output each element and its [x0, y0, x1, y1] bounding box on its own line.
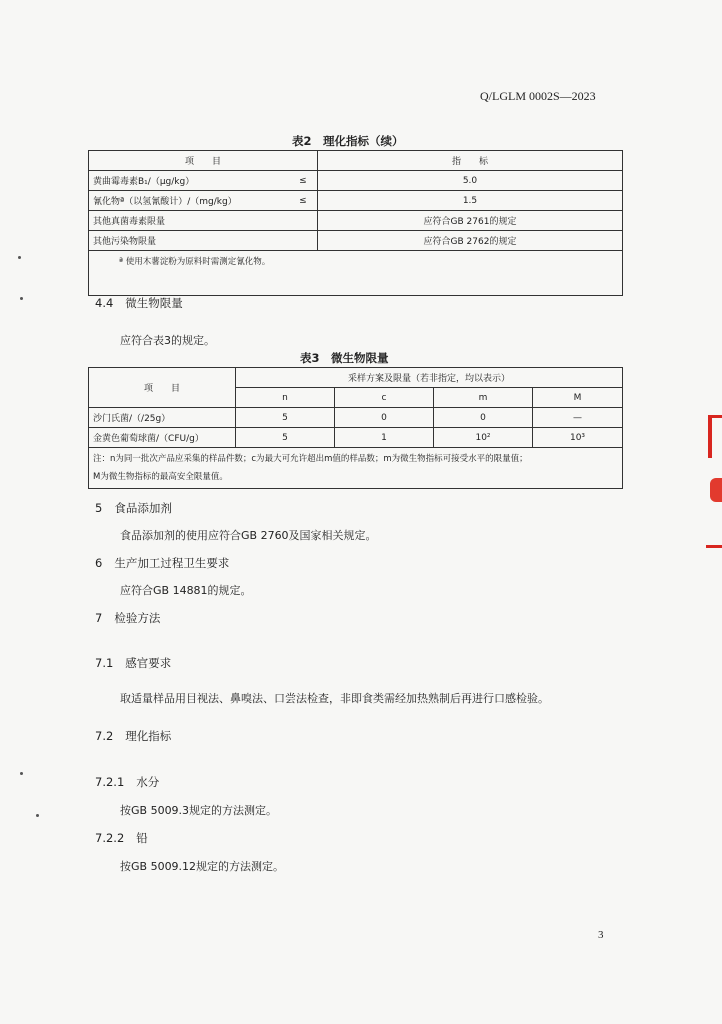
- section-4-4-text: 应符合表3的规定。: [120, 334, 215, 347]
- stamp-fragment: [706, 545, 722, 548]
- section-7-1-text: 取适量样品用目视法、鼻嗅法、口尝法检查，非即食类需经加热熟制后再进行口感检验。: [120, 692, 549, 705]
- section-title: 检验方法: [114, 611, 161, 625]
- row-item: 沙门氏菌/（/25g）: [89, 408, 236, 428]
- section-number: 7.2.2: [95, 831, 125, 845]
- table-row: [89, 231, 623, 251]
- stamp-fragment: [710, 478, 722, 502]
- table-row: [89, 428, 623, 448]
- section-7-heading: [95, 610, 160, 626]
- header-group: 采样方案及限量（若非指定，均以表示）: [236, 368, 623, 388]
- row-m: 10²: [434, 428, 533, 448]
- section-title: 生产加工过程卫生要求: [114, 556, 230, 570]
- section-5-heading: [95, 500, 172, 516]
- section-7-2-2-heading: [95, 830, 148, 846]
- header-item: 项 目: [89, 368, 236, 408]
- section-number: 7.1: [95, 656, 114, 670]
- col-n: n: [236, 388, 335, 408]
- row-M: —: [533, 408, 623, 428]
- table-row: [89, 171, 623, 191]
- row-item: 黄曲霉毒素B₁/（μg/kg）: [89, 171, 289, 191]
- section-title: 水分: [136, 775, 160, 789]
- section-6-heading: [95, 555, 229, 571]
- table-header-row: [89, 151, 623, 171]
- table-row: [89, 408, 623, 428]
- section-7-2-1-text: 按GB 5009.3规定的方法测定。: [120, 804, 278, 817]
- scan-speck: [36, 814, 39, 817]
- row-m: 0: [434, 408, 533, 428]
- scan-speck: [20, 772, 23, 775]
- page-number: 3: [598, 929, 604, 941]
- section-number: 7.2.1: [95, 775, 125, 789]
- section-6-text: 应符合GB 14881的规定。: [120, 584, 252, 597]
- table-row: [89, 191, 623, 211]
- section-7-2-1-heading: [95, 774, 159, 790]
- row-c: 1: [335, 428, 434, 448]
- scan-speck: [20, 297, 23, 300]
- table-row: [89, 211, 623, 231]
- section-7-2-2-text: 按GB 5009.12规定的方法测定。: [120, 860, 285, 873]
- header-index: 指 标: [318, 151, 623, 171]
- row-M: 10³: [533, 428, 623, 448]
- table3-note: [89, 448, 623, 489]
- section-number: 7: [95, 611, 103, 625]
- scan-speck: [18, 256, 21, 259]
- document-code: Q/LGLM 0002S—2023: [480, 89, 596, 103]
- table3-note-line-2: M为微生物指标的最高安全限量值。: [93, 472, 228, 482]
- table3-caption: 表3 微生物限量: [300, 351, 389, 365]
- section-number: 4.4: [95, 296, 114, 310]
- table2: [88, 150, 623, 296]
- row-value: 1.5: [318, 191, 623, 211]
- row-symbol: ≤: [289, 191, 318, 211]
- section-number: 7.2: [95, 729, 114, 743]
- table3: [88, 367, 623, 489]
- table-header-row: [89, 368, 623, 388]
- col-m: m: [434, 388, 533, 408]
- col-M: M: [533, 388, 623, 408]
- stamp-fragment: [708, 415, 722, 458]
- section-title: 微生物限量: [125, 296, 183, 310]
- row-symbol: ≤: [289, 171, 318, 191]
- table3-note-line-1: 注：n为同一批次产品应采集的样品件数；c为最大可允许超出m值的样品数；m为微生物指标可接受水平的限量值；: [93, 454, 528, 464]
- section-4-4-heading: [95, 295, 183, 311]
- row-value: 应符合GB 2762的规定: [318, 231, 623, 251]
- table-note-row: [89, 448, 623, 489]
- section-title: 铅: [136, 831, 148, 845]
- row-n: 5: [236, 428, 335, 448]
- row-item: 其他污染物限量: [89, 231, 318, 251]
- row-item: 其他真菌毒素限量: [89, 211, 318, 231]
- col-c: c: [335, 388, 434, 408]
- table-note-row: [89, 251, 623, 296]
- section-number: 5: [95, 501, 103, 515]
- section-title: 感官要求: [125, 656, 172, 670]
- section-title: 食品添加剂: [114, 501, 172, 515]
- section-7-1-heading: [95, 655, 171, 671]
- table2-caption: 表2 理化指标（续）: [292, 134, 404, 148]
- section-title: 理化指标: [125, 729, 172, 743]
- section-number: 6: [95, 556, 103, 570]
- row-value: 5.0: [318, 171, 623, 191]
- header-item: 项 目: [89, 151, 318, 171]
- row-value: 应符合GB 2761的规定: [318, 211, 623, 231]
- row-item: 金黄色葡萄球菌/（CFU/g）: [89, 428, 236, 448]
- row-item: 氰化物ª（以氢氰酸计）/（mg/kg）: [89, 191, 289, 211]
- section-7-2-heading: [95, 728, 171, 744]
- row-n: 5: [236, 408, 335, 428]
- row-c: 0: [335, 408, 434, 428]
- section-5-text: 食品添加剂的使用应符合GB 2760及国家相关规定。: [120, 529, 377, 542]
- table2-note: ª 使用木薯淀粉为原料时需测定氰化物。: [89, 251, 623, 296]
